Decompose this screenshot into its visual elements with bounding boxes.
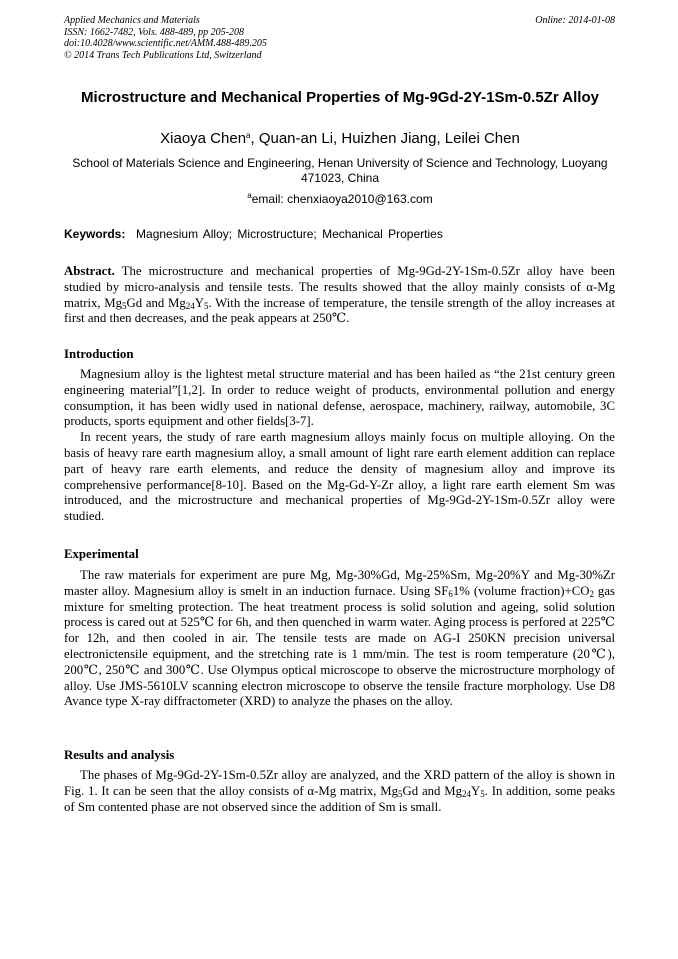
results-text-2: Gd and Mg [402,783,462,798]
abstract-label: Abstract. [64,264,115,278]
corresponding-email [70,192,610,207]
abstract-text-3: Y [194,295,205,310]
experimental-sub-2: 2 [589,588,594,599]
introduction-section [64,367,615,525]
results-heading: Results and analysis [64,748,175,762]
abstract-section [64,264,615,327]
results-text-4: . In addition, some peaks of Sm contented phase are not observed since the addition of Sm is small. [64,783,615,814]
experimental-text-2: 1% (volume fraction)+CO [452,583,590,598]
keywords-line [64,227,616,242]
results-text-1: The phases of Mg-9Gd-2Y-1Sm-0.5Zr alloy are analyzed, and the XRD pattern of the alloy is shown in Fig. 1. It can be seen that the alloy consists of α-Mg matrix, Mg [64,768,615,798]
journal-name: Applied Mechanics and Materials [64,15,200,26]
introduction-paragraph-2: In recent years, the study of rare earth magnesium alloys mainly focus on multiple alloying. On the basis of heavy rare earth magnesium alloy, a small amount of light rare earth element addition can replace part of heavy rare earth elements, and reduce the density of magnesium alloy and improve its comprehensive performance[8-10]. Based on the Mg-Gd-Y-Zr alloy, a light rare earth element Sm was introduced, and the microstructure and mechanical properties of Mg-9Gd-2Y-1Sm-0.5Zr alloy were studied. [64,430,615,524]
introduction-heading: Introduction [64,347,134,361]
experimental-sub-1: 6 [448,588,453,599]
results-sub-1: 5 [398,788,403,799]
abstract-sub-2: 24 [185,300,195,311]
email-text: email: chenxiaoya2010@163.com [251,192,433,206]
abstract-text-1: The microstructure and mechanical properties of Mg-9Gd-2Y-1Sm-0.5Zr alloy have been studied by micro-analysis and tensile tests. The results showed that the alloy mainly consists of α-Mg matrix, Mg [64,264,615,310]
paper-title: Microstructure and Mechanical Properties of Mg-9Gd-2Y-1Sm-0.5Zr Alloy [81,89,599,106]
abstract-sub-3: 5 [204,300,209,311]
introduction-paragraph-1: Magnesium alloy is the lightest metal structure material and has been hailed as “the 21st century green engineering material”[1,2]. In order to reduce weight of products, environmental pollution and energy consumption, it has been widly used in national defense, aerospace, machinery, railway, automobile, 3C products, sports equipment and other fields[3-7]. [64,367,615,429]
author-list [60,130,620,148]
results-paragraph [64,768,615,815]
abstract-text-2: Gd and Mg [126,295,186,310]
results-sub-3: 5 [480,788,485,799]
abstract-paragraph [64,264,615,327]
results-section [64,768,615,815]
journal-header [64,15,267,61]
results-sub-2: 24 [462,788,471,799]
email-mark: a [247,191,252,200]
author-affiliation-mark: a [246,131,251,140]
keywords-text: Magnesium Alloy; Microstructure; Mechanical Properties [136,227,443,241]
experimental-paragraph [64,568,615,710]
copyright-line: © 2014 Trans Tech Publications Ltd, Switzerland [64,49,262,61]
abstract-text-4: . With the increase of temperature, the tensile strength of the alloy increases at first and then decreases, and the peak appears at 250℃. [64,295,615,326]
experimental-heading: Experimental [64,547,139,561]
issn-line: ISSN: 1662-7482, Vols. 488-489, pp 205-208 [64,26,244,38]
affiliation: School of Materials Science and Engineering, Henan University of Science and Technology, Luoyang 471023, China [72,156,608,185]
first-author: Xiaoya Chen [160,130,247,147]
doi-line: doi:10.4028/www.scientific.net/AMM.488-489.205 [64,38,267,49]
experimental-text-1: The raw materials for experiment are pure Mg, Mg-30%Gd, Mg-25%Sm, Mg-20%Y and Mg-30%Zr master alloy. Magnesium alloy is smelt in an induction furnace. Using SF [64,568,615,598]
results-text-3: Y [471,783,481,798]
experimental-section [64,568,615,710]
online-date: Online: 2014-01-08 [535,15,615,26]
abstract-sub-1: 5 [122,300,127,311]
other-authors: , Quan-an Li, Huizhen Jiang, Leilei Chen [250,130,520,147]
keywords-label: Keywords: [64,227,126,241]
experimental-text-3: gas mixture for smelting protection. The heat treatment process is solid solution and ageing, solid solution process is cared out at 525℃ for 6h, and then quenched in warm water. Aging process is perfored at 225℃ for 12h, and then cooled in air. The tensile tests are made on AG-I 250KN precision universal electronictensile equipment, and the stretching rate is 1 mm/min. The test is room temperature (20℃), 200℃, 250℃ and 300℃. Use Olympus optical microscope to observe the microstructure morphology of alloy. Use JMS-5610LV scanning electron microscope to observe the tensile fracture morphology. Use D8 Avance type X-ray diffractometer (XRD) to analyze the phases on the alloy. [64,583,615,709]
